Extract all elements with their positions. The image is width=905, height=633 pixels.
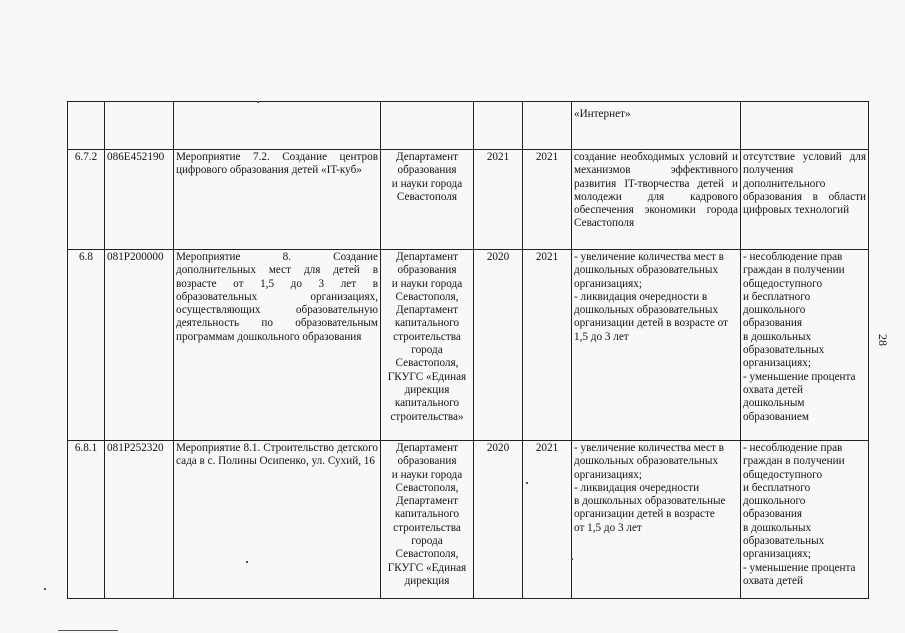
cell-executor: Департамент образования и науки города Севастополя xyxy=(381,150,474,250)
scan-speck xyxy=(44,588,46,590)
cell-num: 6.8.1 xyxy=(68,441,105,599)
cell-end xyxy=(523,102,572,150)
cell-end: 2021 xyxy=(523,250,572,441)
cell-consequences: - несоблюдение прав граждан в получении общедоступного и бесплатного дошкольного образования в дошкольных образовательных организациях; - уменьшение процента охвата детей xyxy=(741,441,869,599)
cell-end: 2021 xyxy=(523,150,572,250)
cell-code: 081P252320 xyxy=(105,441,174,599)
cell-result xyxy=(572,102,741,150)
cell-consequences xyxy=(741,102,869,150)
table-row xyxy=(68,150,869,250)
table-row-continued xyxy=(68,102,869,150)
cell-executor: Департамент образования и науки города Севастополя, Департамент капитального строительства города Севастополя, ГКУГС «Единая дирекция xyxy=(381,441,474,599)
cell-code: 086E452190 xyxy=(105,150,174,250)
cell-start: 2020 xyxy=(474,250,523,441)
scan-speck xyxy=(257,101,259,103)
cell-start: 2021 xyxy=(474,150,523,250)
cell-event: Мероприятие 7.2. Создание центров цифрового образования детей «IT-куб» xyxy=(174,150,381,250)
cell-code xyxy=(105,102,174,150)
cell-num: 6.7.2 xyxy=(68,150,105,250)
result-text: «Интернет» xyxy=(574,108,631,120)
cell-event: Мероприятие 8. Создание дополнительных мест для детей в возрасте от 1,5 до 3 лет в образовательных организациях, осуществляющих образовательную деятельность по образовательным программам дошкольного образования xyxy=(174,250,381,441)
scan-speck xyxy=(246,561,248,563)
cell-num xyxy=(68,102,105,150)
cell-executor: Департамент образования и науки города Севастополя, Департамент капитального строительства города Севастополя, ГКУГС «Единая дирекция капитального строительства» xyxy=(381,250,474,441)
cell-executor xyxy=(381,102,474,150)
cell-consequences: - несоблюдение прав граждан в получении общедоступного и бесплатного дошкольного образования в дошкольных образовательных организациях; - уменьшение процента охвата детей дошкольным образованием xyxy=(741,250,869,441)
cell-code: 081P200000 xyxy=(105,250,174,441)
page-number: 28 xyxy=(876,334,890,346)
program-table xyxy=(67,101,869,599)
table-row xyxy=(68,441,869,599)
cell-result: - увеличение количества мест в дошкольных образовательных организациях; - ликвидация очередности в дошкольных образовательные организации детей в возрасте от 1,5 до 3 лет xyxy=(572,441,741,599)
cell-num: 6.8 xyxy=(68,250,105,441)
table-row xyxy=(68,250,869,441)
cell-start: 2020 xyxy=(474,441,523,599)
cell-consequences: отсутствие условий для получения дополнительного образования в области цифровых технологий xyxy=(741,150,869,250)
cell-event xyxy=(174,102,381,150)
cell-start xyxy=(474,102,523,150)
cell-result: - увеличение количества мест в дошкольных образовательных организациях; - ликвидация очередности в дошкольных образовательных организации детей в возрасте от 1,5 до 3 лет xyxy=(572,250,741,441)
cell-end: 2021 xyxy=(523,441,572,599)
scan-speck xyxy=(58,630,118,631)
scan-speck xyxy=(571,558,573,560)
cell-result: создание необходимых условий и механизмов эффективного развития IT-творчества детей и молодежи для кадрового обеспечения экономики города Севастополя xyxy=(572,150,741,250)
cell-event: Мероприятие 8.1. Строительство детского сада в с. Полины Осипенко, ул. Сухий, 16 xyxy=(174,441,381,599)
scan-speck xyxy=(526,482,528,484)
